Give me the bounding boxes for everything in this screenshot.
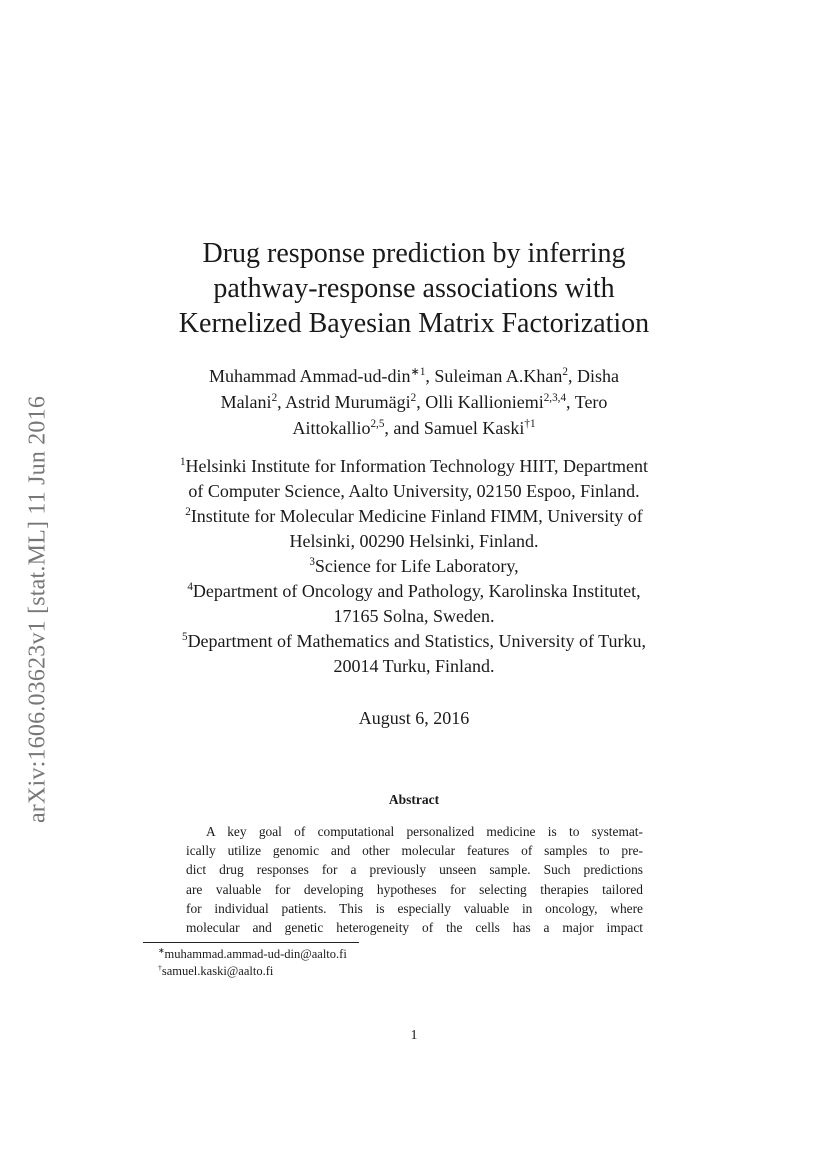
affiliation-text: Institute for Molecular Medicine Finland FIMM, University of (190, 506, 643, 526)
footnote-divider (143, 942, 359, 943)
abstract-line: A key goal of computational personalized medicine is to systemat- (206, 824, 643, 839)
affiliation-line (0, 579, 828, 604)
author-affil-mark: 2 (410, 392, 417, 404)
author-name: , Astrid Murumägi (277, 392, 411, 412)
page-number: 1 (410, 1028, 418, 1043)
footnote-mark: ∗ (158, 945, 165, 955)
author-line (0, 415, 828, 441)
affiliation-line: Helsinki, 00290 Helsinki, Finland. (289, 531, 539, 551)
affiliation-text: Department of Mathematics and Statistics, University of Turku, (187, 631, 646, 651)
abstract-line: molecular and genetic heterogeneity of the cells has a major impact (186, 920, 643, 936)
author-affil-mark: 2,5 (370, 418, 385, 430)
footnote-senior-email (158, 963, 347, 980)
author-name: , Disha (568, 366, 619, 386)
author-affil-mark: ∗1 (410, 366, 426, 378)
footnote-text: samuel.kaski@aalto.fi (161, 964, 274, 978)
affiliation-list (0, 454, 828, 679)
author-affil-mark: 2 (271, 392, 278, 404)
affiliation-mark: 2 (185, 506, 191, 518)
abstract-heading: Abstract (388, 792, 440, 807)
abstract-line: ically utilize genomic and other molecular features of samples to pre- (186, 843, 643, 859)
author-affil-mark: †1 (524, 418, 536, 430)
abstract-line: are valuable for developing hypotheses for selecting therapies tailored (186, 881, 643, 897)
affiliation-mark: 4 (187, 581, 193, 593)
affiliation-line (0, 629, 828, 654)
affiliation-mark: 1 (179, 456, 186, 468)
author-affil-mark: 2,3,4 (543, 392, 567, 404)
affiliation-mark: 3 (309, 556, 315, 568)
affiliation-mark: 5 (181, 631, 188, 643)
author-name: , Tero (566, 392, 608, 412)
affiliation-text: Helsinki Institute for Information Technology HIIT, Department (185, 456, 649, 476)
author-line (0, 389, 828, 415)
author-name: Malani (220, 392, 272, 412)
abstract-line: for individual patients. This is especially valuable in oncology, where (186, 900, 643, 916)
title-line: Drug response prediction by inferring (202, 238, 626, 269)
affiliation-line: 17165 Solna, Sweden. (333, 606, 495, 626)
author-name: Aittokallio (292, 418, 371, 438)
paper-date: August 6, 2016 (358, 708, 470, 728)
abstract-line: dict drug responses for a previously unseen sample. Such predictions (186, 862, 643, 878)
title-line: Kernelized Bayesian Matrix Factorization (178, 308, 650, 339)
abstract-body (186, 822, 643, 937)
affiliation-line (0, 554, 828, 579)
footnotes (158, 946, 347, 980)
affiliation-text: Science for Life Laboratory, (314, 556, 519, 576)
footnote-text: muhammad.ammad-ud-din@aalto.fi (164, 947, 347, 961)
author-line (0, 363, 828, 389)
paper-title (0, 236, 828, 341)
author-name: , Suleiman A.Khan (425, 366, 563, 386)
author-list (0, 363, 828, 441)
affiliation-line: of Computer Science, Aalto University, 02150 Espoo, Finland. (188, 481, 640, 501)
affiliation-text: Department of Oncology and Pathology, Karolinska Institutet, (192, 581, 641, 601)
footnote-mark: † (158, 962, 162, 972)
author-name: , Olli Kallioniemi (416, 392, 544, 412)
author-name: Muhammad Ammad-ud-din (209, 366, 411, 386)
arxiv-identifier-stamp: arXiv:1606.03623v1 [stat.ML] 11 Jun 2016 (24, 395, 51, 824)
title-line: pathway-response associations with (213, 273, 615, 304)
affiliation-line: 20014 Turku, Finland. (333, 656, 495, 676)
affiliation-line (0, 454, 828, 479)
footnote-corresponding-email (158, 946, 347, 963)
affiliation-line (0, 504, 828, 529)
author-name: , and Samuel Kaski (384, 418, 525, 438)
author-affil-mark: 2 (562, 366, 568, 378)
